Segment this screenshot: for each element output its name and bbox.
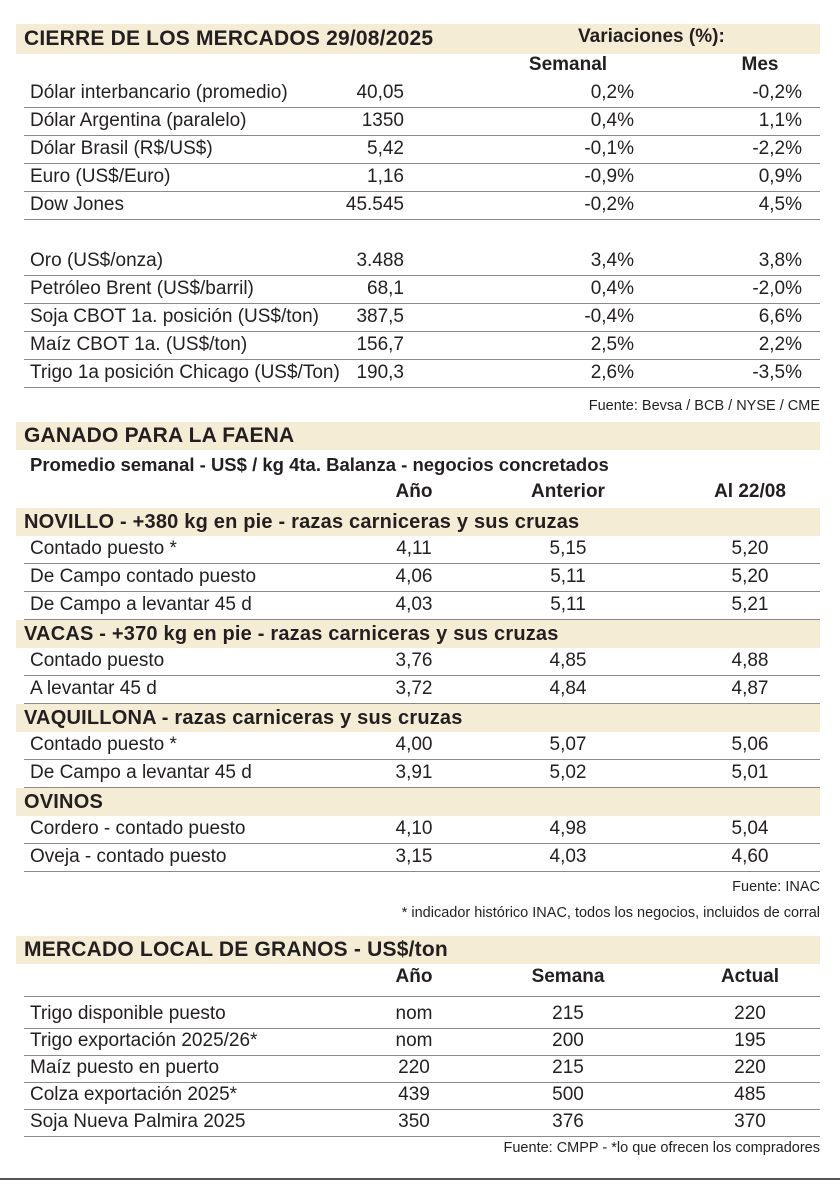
market-value: 3.488 — [356, 250, 404, 271]
market-month-change: -2,2% — [752, 138, 802, 159]
cattle-row — [24, 844, 820, 872]
cattle-row — [24, 648, 820, 676]
market-month-change: 3,8% — [758, 250, 802, 271]
cattle-year-value: 4,03 — [395, 594, 433, 615]
market-week-change: 2,5% — [590, 334, 634, 355]
cattle-current-value: 5,04 — [731, 818, 769, 839]
market-label: Petróleo Brent (US$/barril) — [30, 278, 254, 299]
market-month-change: 6,6% — [758, 306, 802, 327]
cattle-title: GANADO PARA LA FAENA — [24, 424, 295, 447]
cattle-group-title: OVINOS — [24, 791, 103, 813]
grain-current-value: 195 — [734, 1030, 766, 1051]
cattle-year-value: 3,72 — [395, 678, 433, 699]
cattle-prev-value: 5,15 — [549, 538, 587, 559]
grain-week-value: 376 — [552, 1111, 584, 1132]
market-row — [24, 360, 820, 388]
market-label: Dow Jones — [30, 194, 124, 215]
market-month-change: -0,2% — [752, 82, 802, 103]
market-label: Maíz CBOT 1a. (US$/ton) — [30, 334, 248, 355]
market-row — [24, 136, 820, 164]
market-month-change: 1,1% — [758, 110, 802, 131]
cattle-year-value: 4,00 — [395, 734, 433, 755]
cattle-group-title: VAQUILLONA - razas carniceras y sus cruzas — [24, 707, 463, 729]
cattle-col-prev: Anterior — [531, 481, 605, 502]
cattle-current-value: 5,06 — [731, 734, 769, 755]
cattle-current-value: 4,60 — [731, 846, 769, 867]
cattle-row — [24, 676, 820, 704]
market-month-change: 0,9% — [758, 166, 802, 187]
footer-rule — [0, 1178, 840, 1180]
grain-year-value: 350 — [398, 1111, 430, 1132]
cattle-label: Cordero - contado puesto — [30, 818, 246, 839]
markets-col-week: Semanal — [528, 54, 608, 75]
grain-row — [24, 1109, 820, 1137]
markets-col-month: Mes — [741, 54, 779, 75]
cattle-current-value: 5,20 — [731, 566, 769, 587]
cattle-current-value: 5,21 — [731, 594, 769, 615]
cattle-col-current: Al 22/08 — [714, 481, 786, 502]
grain-label: Colza exportación 2025* — [30, 1084, 238, 1105]
cattle-row — [24, 592, 820, 620]
cattle-label: Contado puesto — [30, 650, 165, 671]
cattle-group-band — [16, 788, 820, 816]
market-row — [24, 304, 820, 332]
market-label: Euro (US$/Euro) — [30, 166, 171, 187]
cattle-row — [24, 564, 820, 592]
cattle-prev-value: 4,84 — [549, 678, 587, 699]
grain-row — [24, 1082, 820, 1110]
grain-label: Trigo disponible puesto — [30, 1003, 226, 1024]
cattle-current-value: 4,87 — [731, 678, 769, 699]
market-week-change: -0,2% — [584, 194, 634, 215]
market-row — [24, 276, 820, 304]
grains-col-current: Actual — [720, 966, 780, 987]
cattle-prev-value: 4,85 — [549, 650, 587, 671]
market-row — [24, 108, 820, 136]
cattle-label: Contado puesto * — [30, 734, 177, 755]
market-label: Soja CBOT 1a. posición (US$/ton) — [30, 306, 320, 327]
market-week-change: 0,2% — [590, 82, 634, 103]
market-value: 1350 — [361, 110, 404, 131]
grain-label: Trigo exportación 2025/26* — [30, 1030, 258, 1051]
market-month-change: 4,5% — [758, 194, 802, 215]
cattle-label: De Campo a levantar 45 d — [30, 762, 252, 783]
market-row — [24, 332, 820, 360]
cattle-row — [24, 732, 820, 760]
market-label: Oro (US$/onza) — [30, 250, 164, 271]
grain-week-value: 200 — [552, 1030, 584, 1051]
market-month-change: -3,5% — [752, 362, 802, 383]
market-week-change: -0,4% — [584, 306, 634, 327]
markets-title: CIERRE DE LOS MERCADOS 29/08/2025 — [24, 27, 434, 50]
grains-col-year: Año — [395, 966, 433, 987]
grain-row — [24, 1001, 820, 1029]
cattle-label: Contado puesto * — [30, 538, 177, 559]
cattle-source: Fuente: INAC — [732, 879, 820, 895]
grain-year-value: 220 — [398, 1057, 430, 1078]
grain-week-value: 500 — [552, 1084, 584, 1105]
market-value: 45.545 — [345, 194, 404, 215]
market-value: 190,3 — [356, 362, 404, 383]
grain-week-value: 215 — [552, 1003, 584, 1024]
market-week-change: 0,4% — [590, 278, 634, 299]
market-row — [24, 164, 820, 192]
cattle-row — [24, 760, 820, 788]
market-week-change: -0,9% — [584, 166, 634, 187]
market-value: 68,1 — [367, 278, 404, 299]
grain-current-value: 220 — [734, 1057, 766, 1078]
cattle-year-value: 3,15 — [395, 846, 433, 867]
market-row — [24, 248, 820, 276]
cattle-label: Oveja - contado puesto — [30, 846, 227, 867]
market-label: Dólar Brasil (R$/US$) — [30, 138, 213, 159]
cattle-prev-value: 4,03 — [549, 846, 587, 867]
market-month-change: 2,2% — [758, 334, 802, 355]
cattle-prev-value: 5,11 — [550, 566, 586, 587]
market-value: 5,42 — [367, 138, 404, 159]
cattle-subtitle: Promedio semanal - US$ / kg 4ta. Balanza - negocios concretados — [30, 454, 609, 475]
grain-current-value: 485 — [734, 1084, 766, 1105]
market-week-change: 3,4% — [590, 250, 634, 271]
cattle-current-value: 5,01 — [731, 762, 769, 783]
cattle-label: A levantar 45 d — [30, 678, 157, 699]
cattle-label: De Campo a levantar 45 d — [30, 594, 252, 615]
market-month-change: -2,0% — [752, 278, 802, 299]
grain-label: Maíz puesto en puerto — [30, 1057, 220, 1078]
cattle-row — [24, 536, 820, 564]
market-row — [24, 192, 820, 220]
market-label: Trigo 1a posición Chicago (US$/Ton) — [30, 362, 340, 383]
cattle-year-value: 3,91 — [395, 762, 433, 783]
grain-current-value: 220 — [734, 1003, 766, 1024]
cattle-prev-value: 5,11 — [550, 594, 586, 615]
cattle-year-value: 4,10 — [395, 818, 433, 839]
market-value: 1,16 — [367, 166, 404, 187]
cattle-prev-value: 5,02 — [549, 762, 587, 783]
grain-current-value: 370 — [734, 1111, 766, 1132]
cattle-year-value: 4,06 — [395, 566, 433, 587]
cattle-group-title: NOVILLO - +380 kg en pie - razas carniceras y sus cruzas — [24, 511, 580, 533]
market-row — [24, 80, 820, 108]
grain-year-value: nom — [395, 1003, 433, 1024]
cattle-col-year: Año — [395, 481, 433, 502]
market-label: Dólar Argentina (paralelo) — [30, 110, 247, 131]
market-value: 40,05 — [356, 82, 404, 103]
grain-year-value: 439 — [398, 1084, 430, 1105]
market-label: Dólar interbancario (promedio) — [30, 82, 288, 103]
variations-label: Variaciones (%): — [578, 26, 725, 47]
cattle-note: * indicador histórico INAC, todos los negocios, incluidos de corral — [401, 905, 820, 921]
grain-year-value: nom — [395, 1030, 433, 1051]
market-value: 387,5 — [356, 306, 404, 327]
cattle-year-value: 4,11 — [396, 538, 432, 559]
market-week-change: 2,6% — [590, 362, 634, 383]
cattle-prev-value: 5,07 — [549, 734, 587, 755]
grains-header-divider — [24, 996, 820, 997]
grain-label: Soja Nueva Palmira 2025 — [30, 1111, 246, 1132]
grains-col-week: Semana — [531, 966, 605, 987]
market-week-change: 0,4% — [590, 110, 634, 131]
markets-source: Fuente: Bevsa / BCB / NYSE / CME — [588, 398, 820, 414]
grain-row — [24, 1028, 820, 1056]
cattle-row — [24, 816, 820, 844]
cattle-prev-value: 4,98 — [549, 818, 587, 839]
grains-title: MERCADO LOCAL DE GRANOS - US$/ton — [24, 938, 448, 961]
market-value: 156,7 — [356, 334, 404, 355]
grain-week-value: 215 — [552, 1057, 584, 1078]
cattle-group-title: VACAS - +370 kg en pie - razas carniceras y sus cruzas — [24, 623, 559, 645]
cattle-label: De Campo contado puesto — [30, 566, 257, 587]
grains-source: Fuente: CMPP - *lo que ofrecen los compradores — [503, 1140, 820, 1156]
cattle-year-value: 3,76 — [395, 650, 433, 671]
cattle-current-value: 4,88 — [731, 650, 769, 671]
market-week-change: -0,1% — [584, 138, 634, 159]
grain-row — [24, 1055, 820, 1083]
cattle-current-value: 5,20 — [731, 538, 769, 559]
